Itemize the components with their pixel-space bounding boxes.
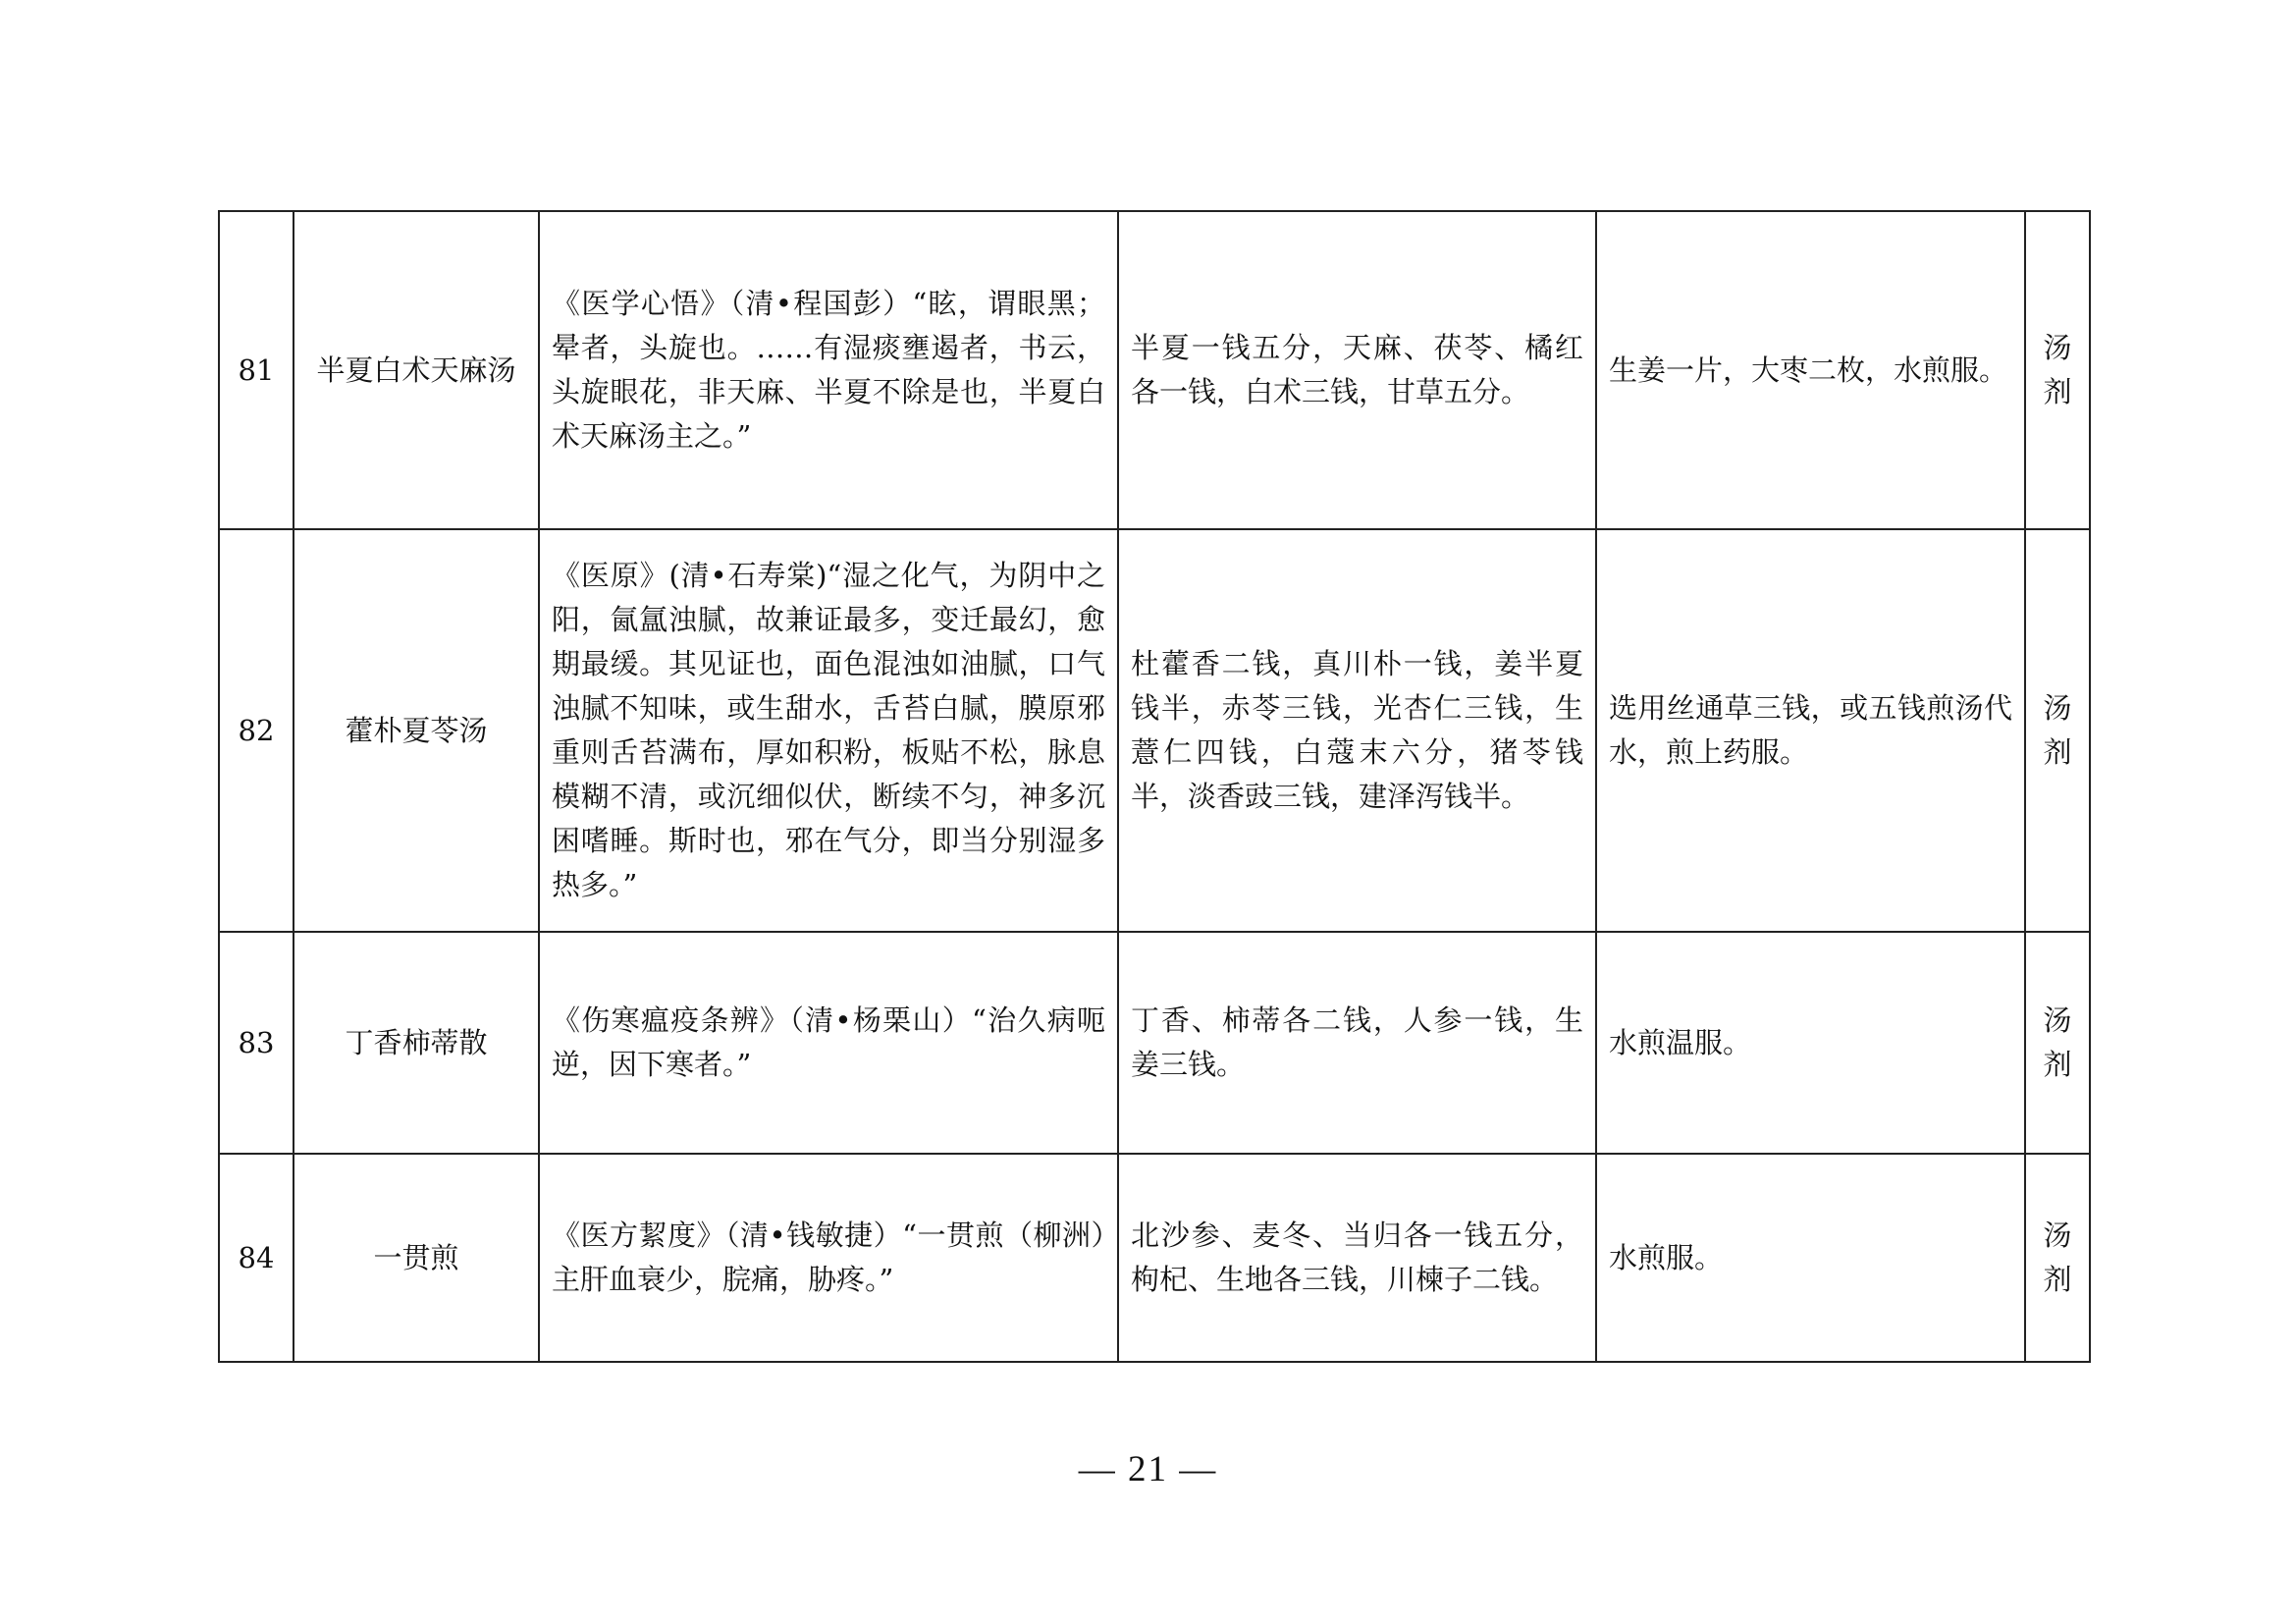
source-citation: 《医原》(清•石寿棠)“湿之化气，为阴中之阳，氤氲浊腻，故兼证最多，变迁最幻，愈期最缓。其见证也，面色混浊如油腻，口气浊腻不知味，或生甜水，舌苔白腻，膜原邪重则舌苔满布，厚如积粉，板贴不松，脉息模糊不清，或沉细似伏，断续不匀，神多沉困嗜睡。斯时也，邪在气分，即当分别湿多热多。”	[539, 529, 1118, 932]
usage-instructions: 水煎温服。	[1596, 932, 2025, 1154]
dosage-form-char: 汤	[2043, 331, 2072, 364]
page-number: — 21 —	[1078, 1449, 1218, 1489]
dosage-form-char: 汤	[2043, 1218, 2072, 1252]
dosage-form	[2025, 932, 2090, 1154]
usage-instructions: 水煎服。	[1596, 1154, 2025, 1362]
ingredients: 北沙参、麦冬、当归各一钱五分，枸杞、生地各三钱，川楝子二钱。	[1118, 1154, 1596, 1362]
ingredients: 杜藿香二钱，真川朴一钱，姜半夏钱半，赤苓三钱，光杏仁三钱，生薏仁四钱，白蔻末六分，猪苓钱半，淡香豉三钱，建泽泻钱半。	[1118, 529, 1596, 932]
table-row	[219, 1154, 2090, 1362]
formula-name: 半夏白术天麻汤	[294, 211, 539, 529]
formula-name: 藿朴夏苓汤	[294, 529, 539, 932]
row-number: 84	[219, 1154, 294, 1362]
table-row	[219, 529, 2090, 932]
row-number: 83	[219, 932, 294, 1154]
formula-name: 一贯煎	[294, 1154, 539, 1362]
source-citation: 《伤寒瘟疫条辨》（清•杨栗山）“治久病呃逆，因下寒者。”	[539, 932, 1118, 1154]
source-citation: 《医学心悟》（清•程国彭）“眩，谓眼黑；晕者，头旋也。……有湿痰壅遏者，书云，头旋眼花，非天麻、半夏不除是也，半夏白术天麻汤主之。”	[539, 211, 1118, 529]
dosage-form	[2025, 1154, 2090, 1362]
row-number: 82	[219, 529, 294, 932]
usage-instructions: 生姜一片，大枣二枚，水煎服。	[1596, 211, 2025, 529]
ingredients: 丁香、柿蒂各二钱，人参一钱，生姜三钱。	[1118, 932, 1596, 1154]
dosage-form-char: 汤	[2043, 691, 2072, 725]
dosage-form	[2025, 529, 2090, 932]
row-number: 81	[219, 211, 294, 529]
ingredients: 半夏一钱五分，天麻、茯苓、橘红各一钱，白术三钱，甘草五分。	[1118, 211, 1596, 529]
dosage-form-char: 剂	[2043, 1048, 2072, 1081]
formula-table	[218, 210, 2091, 1363]
dosage-form-char: 剂	[2043, 735, 2072, 769]
source-citation: 《医方絜度》（清•钱敏捷）“一贯煎（柳洲）主肝血衰少，脘痛，胁疼。”	[539, 1154, 1118, 1362]
formula-name: 丁香柿蒂散	[294, 932, 539, 1154]
table-row	[219, 932, 2090, 1154]
dosage-form-char: 汤	[2043, 1003, 2072, 1037]
usage-instructions: 选用丝通草三钱，或五钱煎汤代水，煎上药服。	[1596, 529, 2025, 932]
table-row	[219, 211, 2090, 529]
dosage-form-char: 剂	[2043, 1263, 2072, 1296]
dosage-form	[2025, 211, 2090, 529]
dosage-form-char: 剂	[2043, 375, 2072, 408]
